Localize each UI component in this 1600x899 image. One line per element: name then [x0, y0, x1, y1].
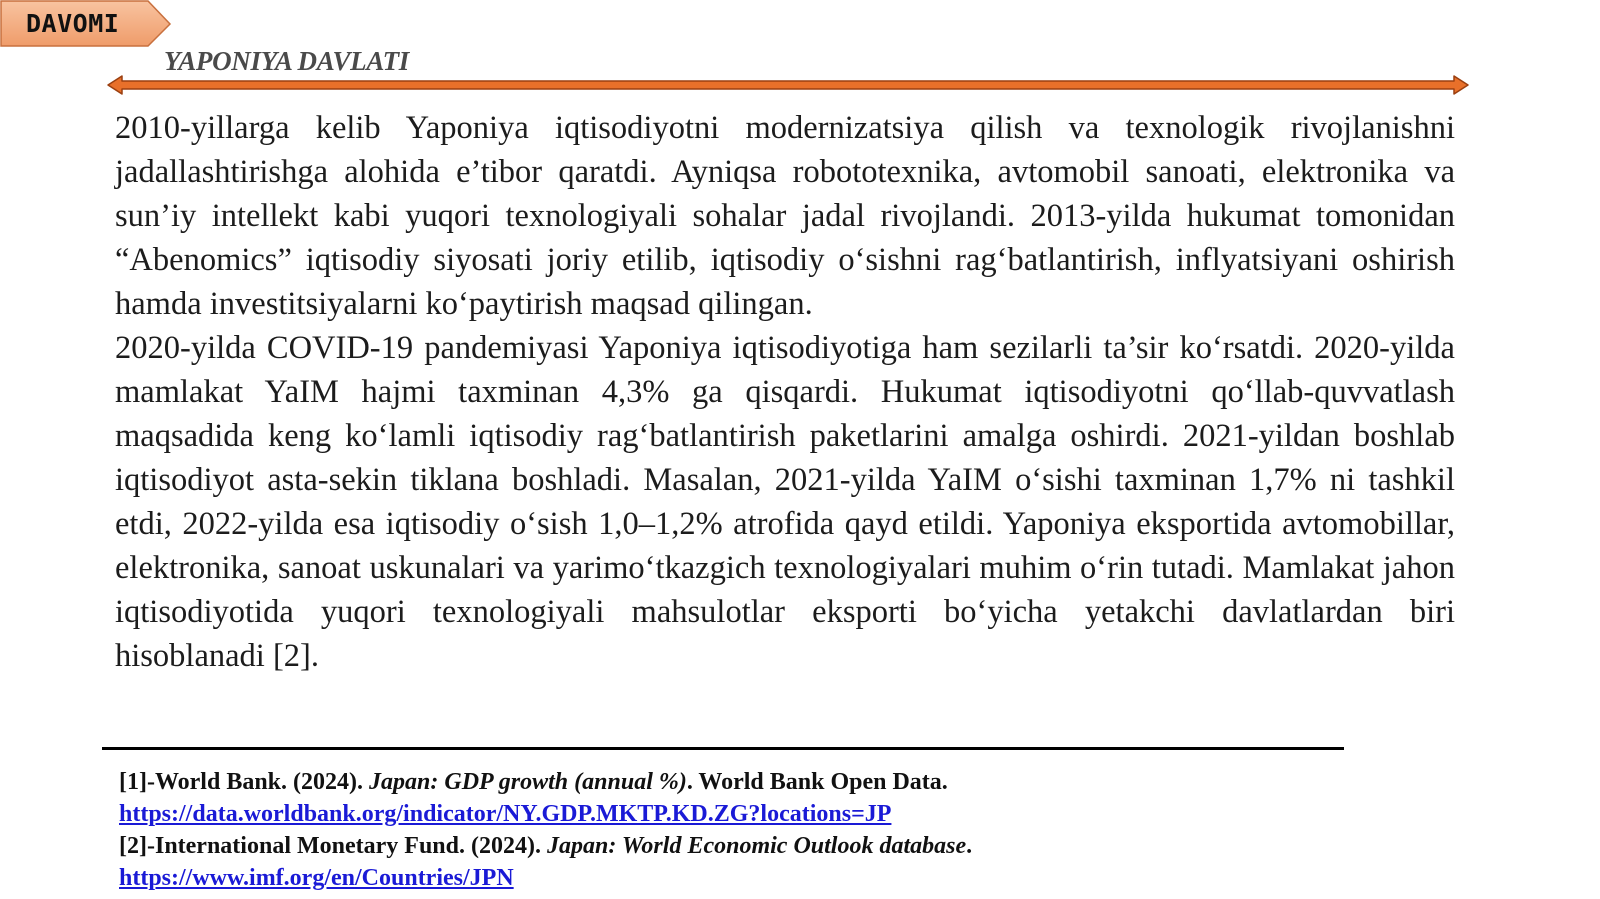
body-text — [115, 106, 1455, 678]
reference-2-suffix: . — [966, 833, 973, 859]
footnote-divider — [102, 747, 1344, 750]
reference-2-title: Japan: World Economic Outlook database — [546, 833, 967, 859]
reference-1-link[interactable]: https://data.worldbank.org/indicator/NY.GDP.MKTP.KD.ZG?locations=JP — [119, 801, 892, 827]
badge-label: DAVOMI — [26, 9, 120, 38]
reference-2-source: [2]-International Monetary Fund. (2024). — [119, 833, 547, 859]
section-title: YAPONIYA DAVLATI — [164, 46, 409, 76]
double-arrow-divider — [106, 74, 1470, 96]
reference-1 — [119, 766, 1419, 798]
paragraph-1: 2010-yillarga kelib Yaponiya iqtisodiyotni modernizatsiya qilish va texnologik rivojlanishni jadallashtirishga alohida e’tibor qaratdi. Ayniqsa robototexnika, avtomobil sanoati, elektronika va sun’iy intellekt kabi yuqori texnologiyali sohalar jadal rivojlandi. 2013-yilda hukumat tomonidan “Abenomics” iqtisodiy siyosati joriy etilib, iqtisodiy o‘sishni rag‘batlantirish, inflyatsiyani oshirish hamda investitsiyalarni ko‘paytirish maqsad qilingan. — [115, 110, 1455, 322]
continuation-badge — [0, 0, 174, 48]
paragraph-2: 2020-yilda COVID-19 pandemiyasi Yaponiya iqtisodiyotiga ham sezilarli ta’sir ko‘rsatdi. 2020-yilda mamlakat YaIM hajmi taxminan 4,3% ga qisqardi. Hukumat iqtisodiyotni qo‘llab-quvvatlash maqsadida keng ko‘lamli iqtisodiy rag‘batlantirish paketlarini amalga oshirdi. 2021-yildan boshlab iqtisodiyot asta-sekin tiklana boshladi. Masalan, 2021-yilda YaIM o‘sishi taxminan 1,7% ni tashkil etdi, 2022-yilda esa iqtisodiy o‘sish 1,0–1,2% atrofida qayd etildi. Yaponiya eksportida avtomobillar, elektronika, sanoat uskunalari va yarimo‘tkazgich texnologiyalari muhim o‘rin tutadi. Mamlakat jahon iqtisodiyotida yuqori texnologiyali mahsulotlar eksporti bo‘yicha yetakchi davlatlardan biri hisoblanadi [2]. — [115, 330, 1455, 674]
references — [119, 766, 1419, 894]
reference-2-link[interactable]: https://www.imf.org/en/Countries/JPN — [119, 865, 514, 891]
reference-1-suffix: . World Bank Open Data. — [686, 769, 948, 795]
reference-1-title: Japan: GDP growth (annual %) — [369, 769, 687, 795]
reference-1-source: [1]-World Bank. (2024). — [119, 769, 370, 795]
reference-2 — [119, 830, 1419, 862]
